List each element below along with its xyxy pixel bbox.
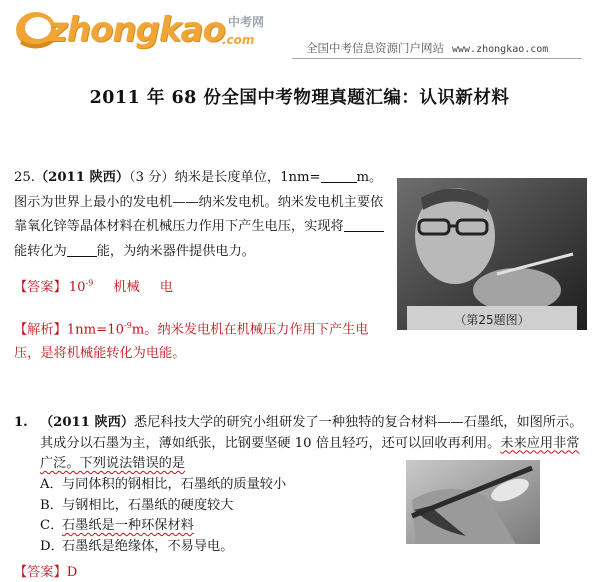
q25-answer-label: 【答案】 (14, 280, 67, 295)
nanogenerator-photo (397, 178, 587, 330)
q25-blank-2 (344, 217, 384, 232)
q25-answer-3: 电 (159, 280, 173, 295)
q1-option-c[interactable]: C．石墨纸是一种环保材料 (40, 518, 194, 533)
q1-option-d[interactable]: D．石墨纸是绝缘体，不易导电。 (40, 538, 234, 554)
q25-answer (14, 276, 173, 295)
q25-text-1: 纳米是长度单位，1nm= (174, 170, 321, 185)
q25-explain-label: 【解析】 (14, 322, 67, 338)
page-title: 2011 年 68 份全国中考物理真题汇编：认识新材料 (89, 88, 510, 108)
q25-explanation (14, 314, 394, 366)
graphite-paper-photo (406, 460, 540, 544)
site-url-link[interactable]: www.zhongkao.com (452, 44, 549, 55)
q1-option-b[interactable]: B．与钢相比，石墨纸的硬度较大 (40, 497, 234, 513)
q25-explain-2: m。纳米发电机在机械压力作用下产生电压，是将机械能转化为电能。 (14, 322, 369, 362)
q25-text-4: 能，为纳米器件提供电力。 (96, 243, 255, 259)
q25-answer-1: $10^{-9}$ (68, 278, 94, 295)
q25-number: 25. (14, 170, 35, 185)
q1-text-1: 悉尼科技大学的研究小组研发了一种独特的复合材料——石墨纸，如图所示。其成分以石墨为主，薄如纸张，比钢要坚硬 10 倍且轻巧，还可以回收再利用。 (40, 415, 583, 451)
q25-score: （3 分） (129, 170, 175, 185)
q25-explain-exponent: -9 (123, 321, 132, 330)
logo-wordmark: zhongkao (48, 10, 225, 50)
site-header (0, 0, 599, 66)
q1-text-2: 未来应用非常广泛。下列说法错误的是 (40, 435, 580, 471)
slogan-text: 全国中考信息资源门户网站 (306, 41, 444, 55)
q25-source: （2011 陕西） (34, 170, 130, 185)
q1-answer-label: 【答案】 (14, 565, 67, 580)
q25-blank-3 (67, 242, 97, 257)
site-logo[interactable] (14, 6, 264, 54)
q1-options (40, 475, 286, 557)
header-divider (292, 58, 582, 59)
q25-answer-2: 机械 (113, 280, 140, 295)
logo-domain-suffix: .com (222, 33, 255, 47)
q25-text-2: m。图示为世界上最小的发电机——纳米发电机。纳米发电机主要依靠氧化锌等晶体材料在机械压力作用下产生电压，实现将 (14, 170, 384, 234)
question-25 (14, 166, 394, 264)
q25-explain-1: 1nm=10 (66, 322, 124, 338)
site-slogan (306, 40, 548, 56)
q1-source: （2011 陕西） (40, 415, 135, 430)
logo-chinese-name: 中考网 (228, 15, 265, 29)
photo25-caption: （第25题图） (454, 313, 530, 327)
q1-answer-value: D (66, 565, 78, 580)
q25-blank-1 (321, 168, 357, 183)
q1-number: 1. (14, 415, 28, 430)
q25-text-3: 能转化为 (14, 243, 67, 259)
q1-answer (14, 561, 77, 580)
q1-option-a[interactable]: A．与同体积的钢相比，石墨纸的质量较小 (40, 477, 287, 492)
